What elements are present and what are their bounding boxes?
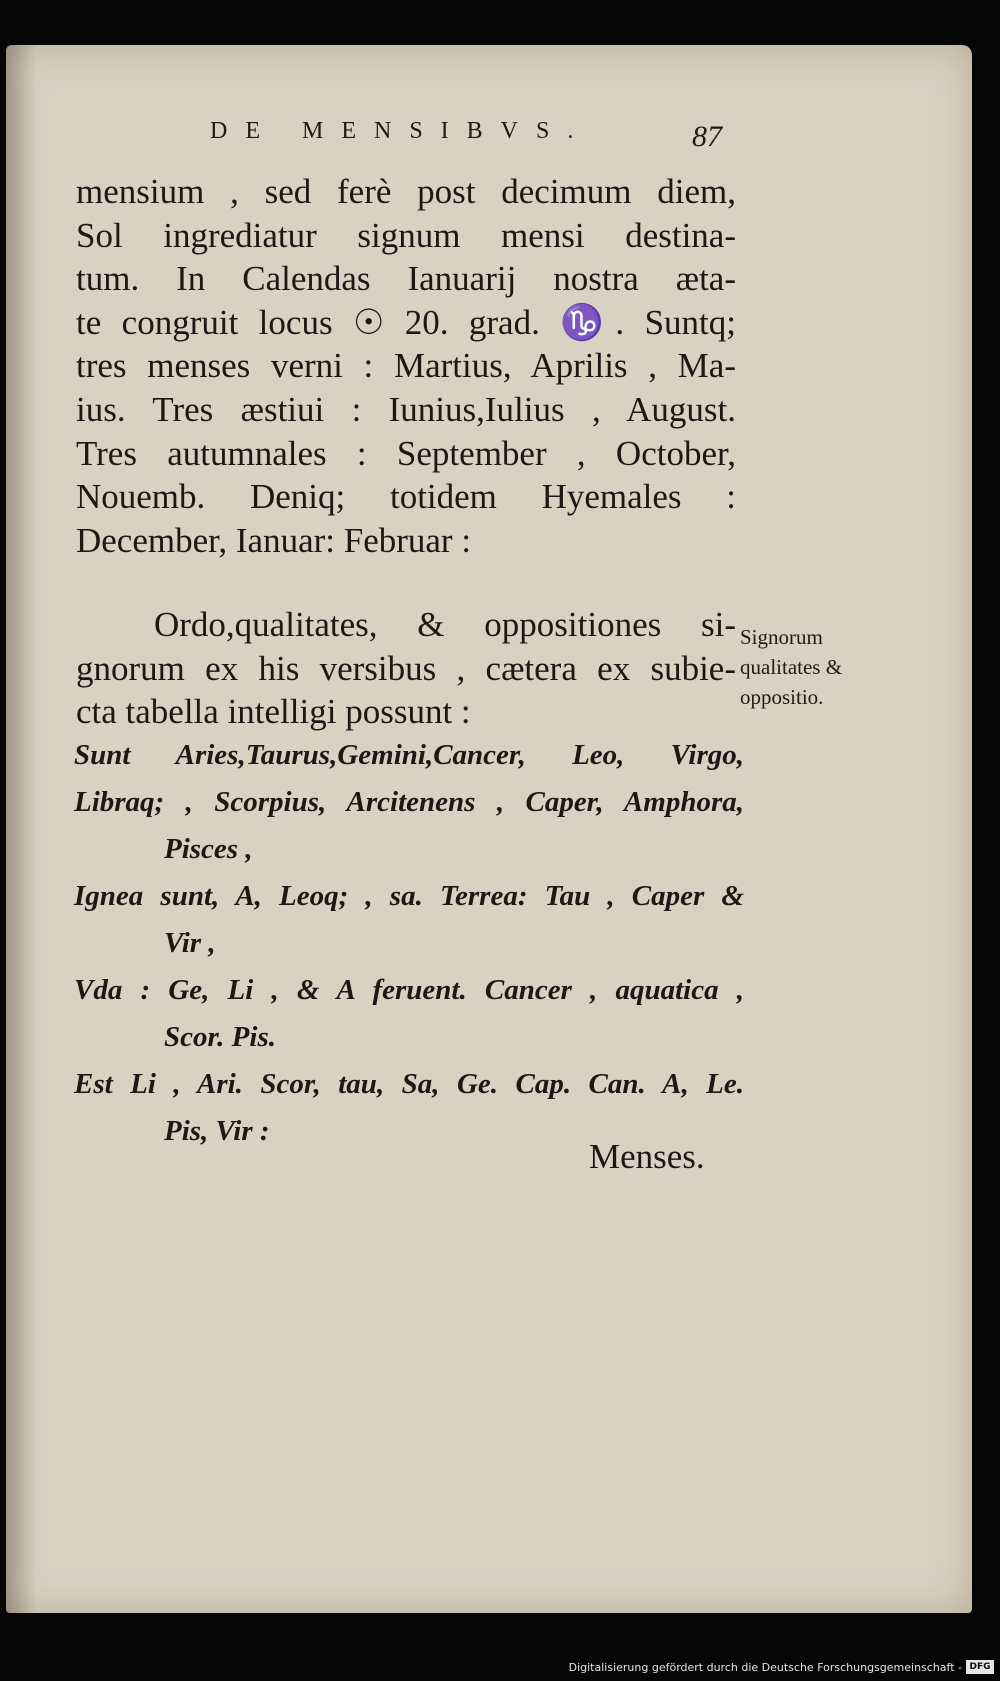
- paragraph-signs: [76, 603, 736, 734]
- text-line: tres menses verni : Martius, Aprilis , Ma-: [76, 346, 736, 386]
- margin-note-line: qualitates &: [740, 655, 843, 679]
- text-line: Sol ingrediatur signum mensi destina-: [76, 215, 736, 255]
- margin-note-line: oppositio.: [740, 685, 824, 709]
- margin-note-line: Signorum: [740, 625, 823, 649]
- paragraph-months: [76, 170, 736, 562]
- text-line: mensium , sed ferè post decimum diem,: [76, 172, 736, 211]
- catchword: Menses.: [589, 1137, 705, 1176]
- verse-line: Sunt Aries,Taurus,Gemini,Cancer, Leo, Virgo,: [74, 739, 744, 771]
- text-line: cta tabella intelligi possunt :: [76, 692, 471, 732]
- text-line: Tres autumnales : September , October,: [76, 433, 736, 473]
- page-number: 87: [692, 120, 722, 153]
- verse-line: Vir ,: [164, 927, 216, 959]
- text-line: ius. Tres æstiui : Iunius,Iulius , August.: [76, 389, 736, 429]
- verse-line: Pisces ,: [164, 833, 253, 865]
- digitization-credit: Digitalisierung gefördert durch die Deutsche Forschungsgemeinschaft -: [568, 1661, 962, 1674]
- running-head: DE MENSIBVS.: [210, 118, 592, 144]
- margin-note: [740, 622, 880, 712]
- text-line: gnorum ex his versibus , cætera ex subie-: [76, 648, 736, 688]
- zodiac-verses: [74, 732, 744, 1155]
- text-line: December, Ianuar: Februar :: [76, 520, 472, 560]
- verse-line: Vda : Ge, Li , & A feruent. Cancer , aquatica ,: [74, 974, 744, 1006]
- verse-line: Est Li , Ari. Scor, tau, Sa, Ge. Cap. Can. A, Le.: [74, 1068, 744, 1100]
- verse-line: Ignea sunt, A, Leoq; , sa. Terrea: Tau , Caper &: [74, 880, 744, 912]
- text-line: Nouemb. Deniq; totidem Hyemales :: [76, 477, 736, 517]
- dfg-logo-icon: DFG: [966, 1660, 994, 1674]
- text-line: te congruit locus ☉ 20. grad. ♑. Suntq;: [76, 302, 736, 342]
- verse-line: Libraq; , Scorpius, Arcitenens , Caper, Amphora,: [74, 786, 744, 818]
- verse-line: Scor. Pis.: [164, 1021, 276, 1053]
- verse-line: Pis, Vir :: [164, 1115, 270, 1147]
- text-line: tum. In Calendas Ianuarij nostra æta-: [76, 259, 736, 299]
- text-line: Ordo,qualitates, & oppositiones si-: [154, 605, 736, 644]
